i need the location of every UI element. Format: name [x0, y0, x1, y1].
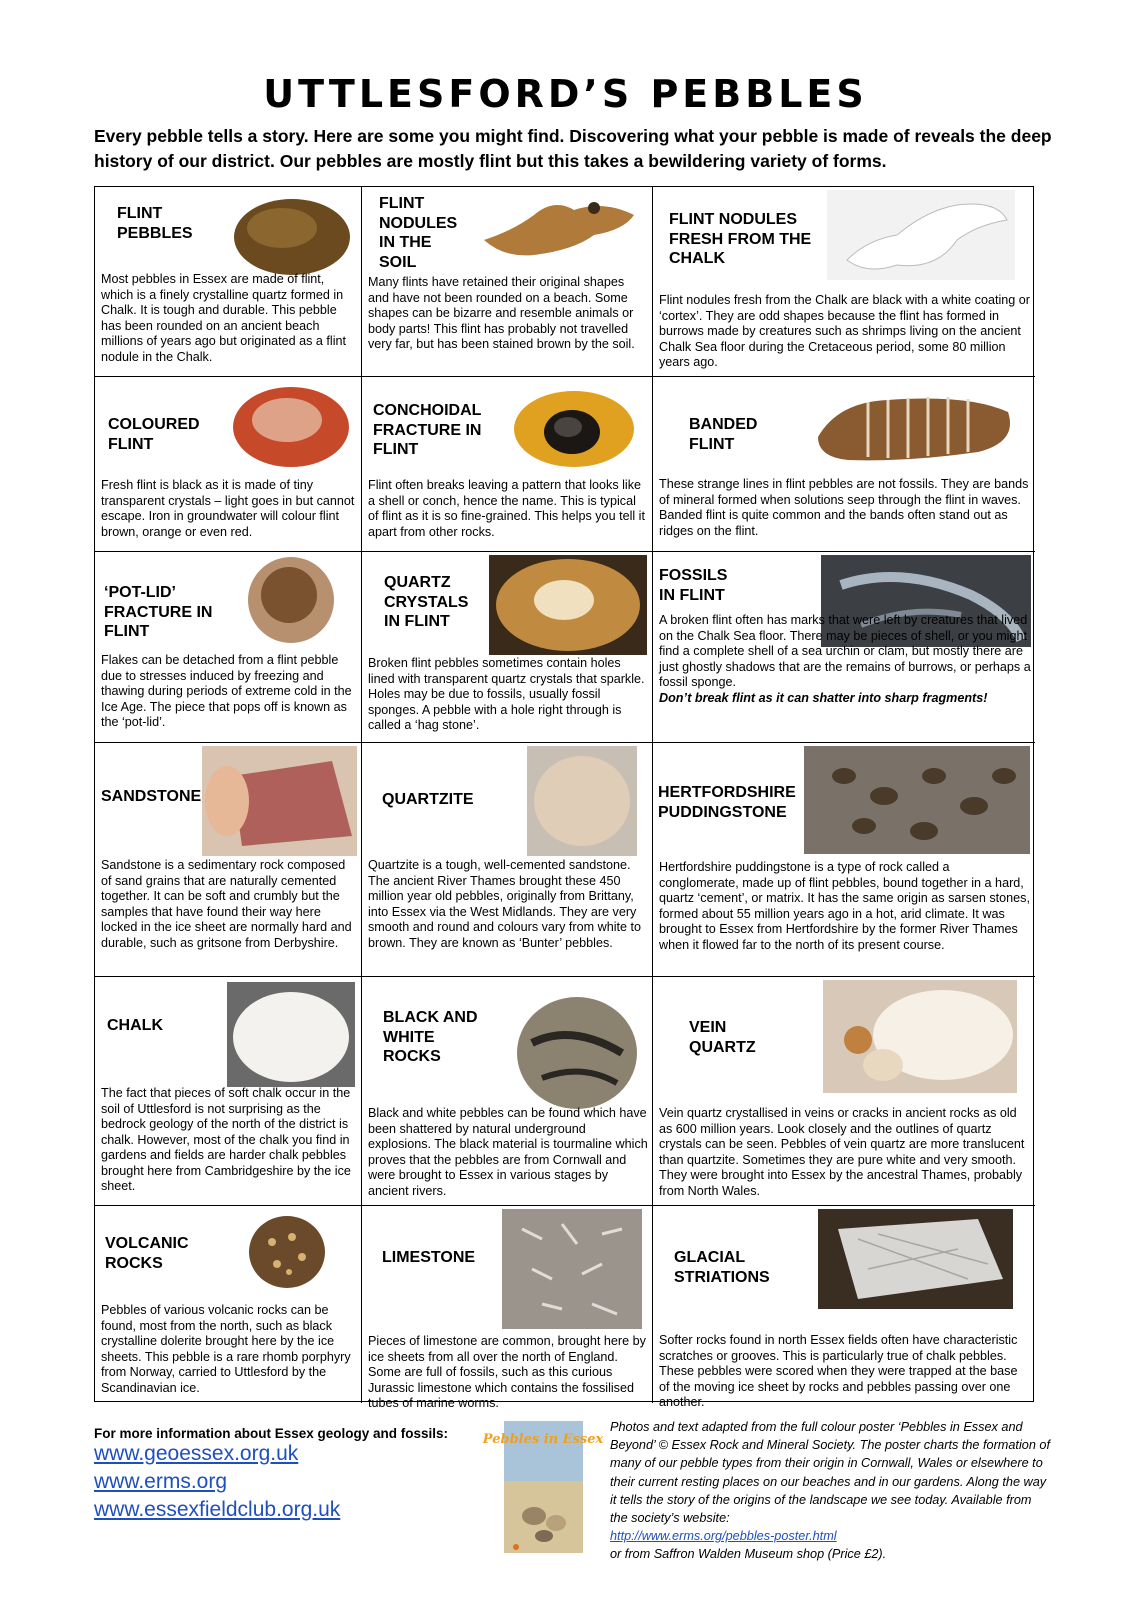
pebble-heading: VEIN QUARTZ — [689, 1019, 756, 1056]
pebble-card — [95, 187, 362, 377]
pebble-description — [368, 1334, 648, 1412]
pebble-card — [95, 377, 362, 552]
pebble-description — [368, 275, 648, 353]
pot-lid-photo — [227, 555, 355, 645]
pebble-heading: FLINT NODULES IN THE SOIL — [379, 195, 458, 271]
pebble-description — [659, 860, 1031, 953]
description-text: Many flints have retained their original shapes and have not been rounded on a beach. Some shapes can be bizarre and resemble animals or body parts! This flint has probably not travelled very far, but has been stained brown by the soil. — [368, 275, 635, 351]
fresh-nodule-photo — [827, 190, 1015, 280]
description-text: Sandstone is a sedimentary rock composed of sand grains that are naturally cemented together. It can be soft and crumbly but the samples that have found their way here locked in the ice sheet are normally hard and durable, such as gritsone from Derbyshire. — [101, 858, 352, 950]
pebble-card — [362, 743, 653, 977]
striations-photo — [818, 1209, 1013, 1309]
pebble-description — [101, 1303, 357, 1396]
volcanic-photo — [247, 1212, 327, 1292]
pebble-card — [95, 743, 362, 977]
description-text: Broken flint pebbles sometimes contain holes lined with transparent quartz crystals that sparkle. Holes may be due to fossils, usually fossil sponges. A pebble with a hole right through is called a ‘hag stone’. — [368, 656, 645, 732]
flint-pebble-photo — [227, 190, 357, 280]
description-text: Fresh flint is black as it is made of tiny transparent crystals – light goes in but cannot escape. Iron in groundwater will colour flint brown, orange or even red. — [101, 478, 355, 539]
credit-tail: or from Saffron Walden Museum shop (Price £2). — [610, 1547, 887, 1562]
pebble-description — [659, 613, 1031, 706]
conchoidal-flint-photo — [510, 382, 638, 472]
pebble-card — [653, 743, 1035, 977]
pebble-card — [653, 977, 1035, 1206]
pebble-description — [659, 477, 1031, 539]
pebble-card — [653, 377, 1035, 552]
pebble-heading: BLACK AND WHITE ROCKS — [383, 1009, 478, 1065]
pebble-heading: CONCHOIDAL FRACTURE IN FLINT — [373, 402, 482, 458]
pebble-description — [659, 1333, 1031, 1411]
pebble-description — [368, 858, 648, 951]
pebble-heading: FLINT PEBBLES — [117, 205, 193, 242]
pebble-card — [653, 187, 1035, 377]
pebble-card — [362, 977, 653, 1206]
pebble-card — [362, 552, 653, 743]
pebble-description — [368, 656, 648, 734]
puddingstone-photo — [804, 746, 1030, 854]
pebble-description — [101, 1086, 357, 1195]
pebble-heading: VOLCANIC ROCKS — [105, 1235, 189, 1272]
description-text: These strange lines in flint pebbles are not fossils. They are bands of mineral formed when solutions seep through the flint in waves. Banded flint is quite common and the bands often stand out as ridges on the flint. — [659, 477, 1029, 538]
warning-text: Don’t break flint as it can shatter into sharp fragments! — [659, 690, 988, 705]
description-text: Flint nodules fresh from the Chalk are black with a white coating or ‘cortex’. They are odd shapes because the flint has formed in burrows made by creatures such as shrimps living on the ancient Chalk Sea floor during the Cretaceous period, some 80 million years ago. — [659, 293, 1030, 369]
pebble-card — [95, 1206, 362, 1403]
vein-quartz-photo — [823, 980, 1017, 1093]
poster-link[interactable]: http://www.erms.org/pebbles-poster.html — [610, 1529, 837, 1544]
credit-body: Photos and text adapted from the full colour poster ‘Pebbles in Essex and Beyond’ © Essex Rock and Mineral Society. The poster charts the formation of many of our pebble types from their origin in Cornwall, Wales or elsewhere to their current resting places on our beaches and in our gardens. Along the way it tells the story of the origins of the landscape we see today. Available from the society’s website: — [610, 1420, 1050, 1526]
pebble-heading: LIMESTONE — [382, 1249, 476, 1266]
soil-nodule-photo — [474, 190, 646, 260]
credit-text — [610, 1418, 1050, 1564]
pebble-heading: ‘POT-LID’ FRACTURE IN FLINT — [104, 584, 213, 640]
description-text: Softer rocks found in north Essex fields often have characteristic scratches or grooves. This is particularly true of chalk pebbles. These pebbles were scored when they were trapped at the base of the moving ice sheet by rocks and pebbles passing over one another. — [659, 1333, 1018, 1409]
pebble-description — [659, 1106, 1031, 1199]
black-white-photo — [512, 993, 642, 1113]
pebble-description — [101, 272, 357, 365]
pebble-description — [101, 478, 357, 540]
pebble-heading: BANDED FLINT — [689, 416, 758, 453]
sandstone-photo — [202, 746, 357, 856]
pebble-description — [368, 1106, 648, 1199]
pebble-card — [362, 187, 653, 377]
poster-cover-image — [482, 1421, 604, 1553]
pebble-heading: FOSSILS IN FLINT — [659, 567, 728, 604]
page-title: UTTLESFORD’S PEBBLES — [263, 72, 868, 116]
pebble-heading: CHALK — [107, 1017, 163, 1034]
book-title: Pebbles in Essex — [482, 1432, 604, 1447]
description-text: Most pebbles in Essex are made of flint, which is a finely crystalline quartz formed in Chalk. It is tough and durable. This pebble has been rounded on an ancient beach millions of years ago but originated as a flint nodule in the Chalk. — [101, 272, 347, 364]
quartz-crystals-photo — [489, 555, 647, 655]
pebble-description — [368, 478, 648, 540]
description-text: Flint often breaks leaving a pattern that looks like a shell or conch, hence the name. This is typical of flint as it is so fine-grained. This helps you tell it apart from other rocks. — [368, 478, 645, 539]
quartzite-photo — [527, 746, 637, 856]
pebble-card — [362, 1206, 653, 1410]
description-text: The fact that pieces of soft chalk occur in the soil of Uttlesford is not surprising as the bedrock geology of the north of the district is chalk. However, most of the chalk you find in gardens and fields are harder chalk pebbles brought here from Cambridgeshire by the ice sheet. — [101, 1086, 351, 1193]
link-essexfieldclub[interactable]: www.essexfieldclub.org.uk — [94, 1498, 341, 1521]
pebble-card — [653, 552, 1035, 743]
pebble-heading: GLACIAL STRIATIONS — [674, 1249, 770, 1286]
pebble-grid — [94, 186, 1034, 1410]
pebble-heading: QUARTZITE — [382, 791, 474, 808]
pebble-heading: QUARTZ CRYSTALS IN FLINT — [384, 574, 469, 630]
link-geoessex[interactable]: www.geoessex.org.uk — [94, 1442, 299, 1465]
description-text: Pieces of limestone are common, brought here by ice sheets from all over the north of England. Some are full of fossils, such as this curious Jurassic limestone which contains the fossilised tubes of marine worms. — [368, 1334, 646, 1410]
banded-flint-photo — [808, 382, 1023, 472]
footer-label: For more information about Essex geology and fossils: — [94, 1426, 449, 1441]
pebble-description — [101, 653, 357, 731]
pebble-card — [362, 377, 653, 552]
coloured-flint-photo — [227, 380, 355, 470]
pebble-card — [95, 977, 362, 1206]
limestone-photo — [502, 1209, 642, 1329]
description-text: Hertfordshire puddingstone is a type of rock called a conglomerate, made up of flint pebbles, bound together in a hard, quartz ‘cement’, or matrix. It has the same origin as sarsen stones, formed about 55 million years ago in a hot, arid climate. It was brought to Essex from Hertfordshire by the former River Thames when it flowed far to the north of its present course. — [659, 860, 1030, 952]
description-text: A broken flint often has marks that were left by creatures that lived on the Chalk Sea floor. There may be pieces of shell, or you might find a complete shell of a sea urchin or clam, but mostly there are just ghostly shadows that are the remains of burrows, or perhaps a fossil sponge. — [659, 613, 1031, 689]
pebble-description — [101, 858, 357, 951]
pebble-description — [659, 293, 1031, 371]
description-text: Flakes can be detached from a flint pebble due to stresses induced by freezing and thawing during periods of extreme cold in the Ice Age. The piece that pops off is known as the ‘pot-lid’. — [101, 653, 352, 729]
pebble-heading: COLOURED FLINT — [108, 416, 200, 453]
link-erms[interactable]: www.erms.org — [94, 1470, 228, 1493]
pebble-card — [95, 552, 362, 743]
description-text: Pebbles of various volcanic rocks can be found, most from the north, such as black crystalline dolerite brought here by the ice sheets. This pebble is a rare rhomb porphyry from Norway, carried to Uttlesford by the Scandinavian ice. — [101, 1303, 351, 1395]
pebble-heading: FLINT NODULES FRESH FROM THE CHALK — [669, 211, 812, 267]
pebble-card — [653, 1206, 1035, 1409]
chalk-photo — [227, 982, 355, 1087]
pebble-heading: HERTFORDSHIRE PUDDINGSTONE — [658, 784, 796, 821]
description-text: Quartzite is a tough, well-cemented sandstone. The ancient River Thames brought these 450 million year old pebbles, originally from Brittany, into Essex via the West Midlands. They are very smooth and round and colours vary from white to brown. They are known as ‘Bunter’ pebbles. — [368, 858, 642, 950]
description-text: Black and white pebbles can be found which have been shattered by natural underground explosions. The black material is tourmaline which proves that the pebbles are from Cornwall and were brought to Essex in various stages by ancient rivers. — [368, 1106, 648, 1198]
pebble-heading: SANDSTONE — [101, 788, 202, 805]
intro-text: Every pebble tells a story. Here are some you might find. Discovering what your pebble is made of reveals the deep history of our district. Our pebbles are mostly flint but this takes a bewildering variety of forms. — [94, 126, 1052, 171]
description-text: Vein quartz crystallised in veins or cracks in ancient rocks as old as 600 million years. Look closely and the outlines of quartz crystals can be seen. Pebbles of vein quartz are more translucent than quartzite. Sometimes they are pure white and very smooth. They were brought into Essex by the ancestral Thames, probably from North Wales. — [659, 1106, 1025, 1198]
